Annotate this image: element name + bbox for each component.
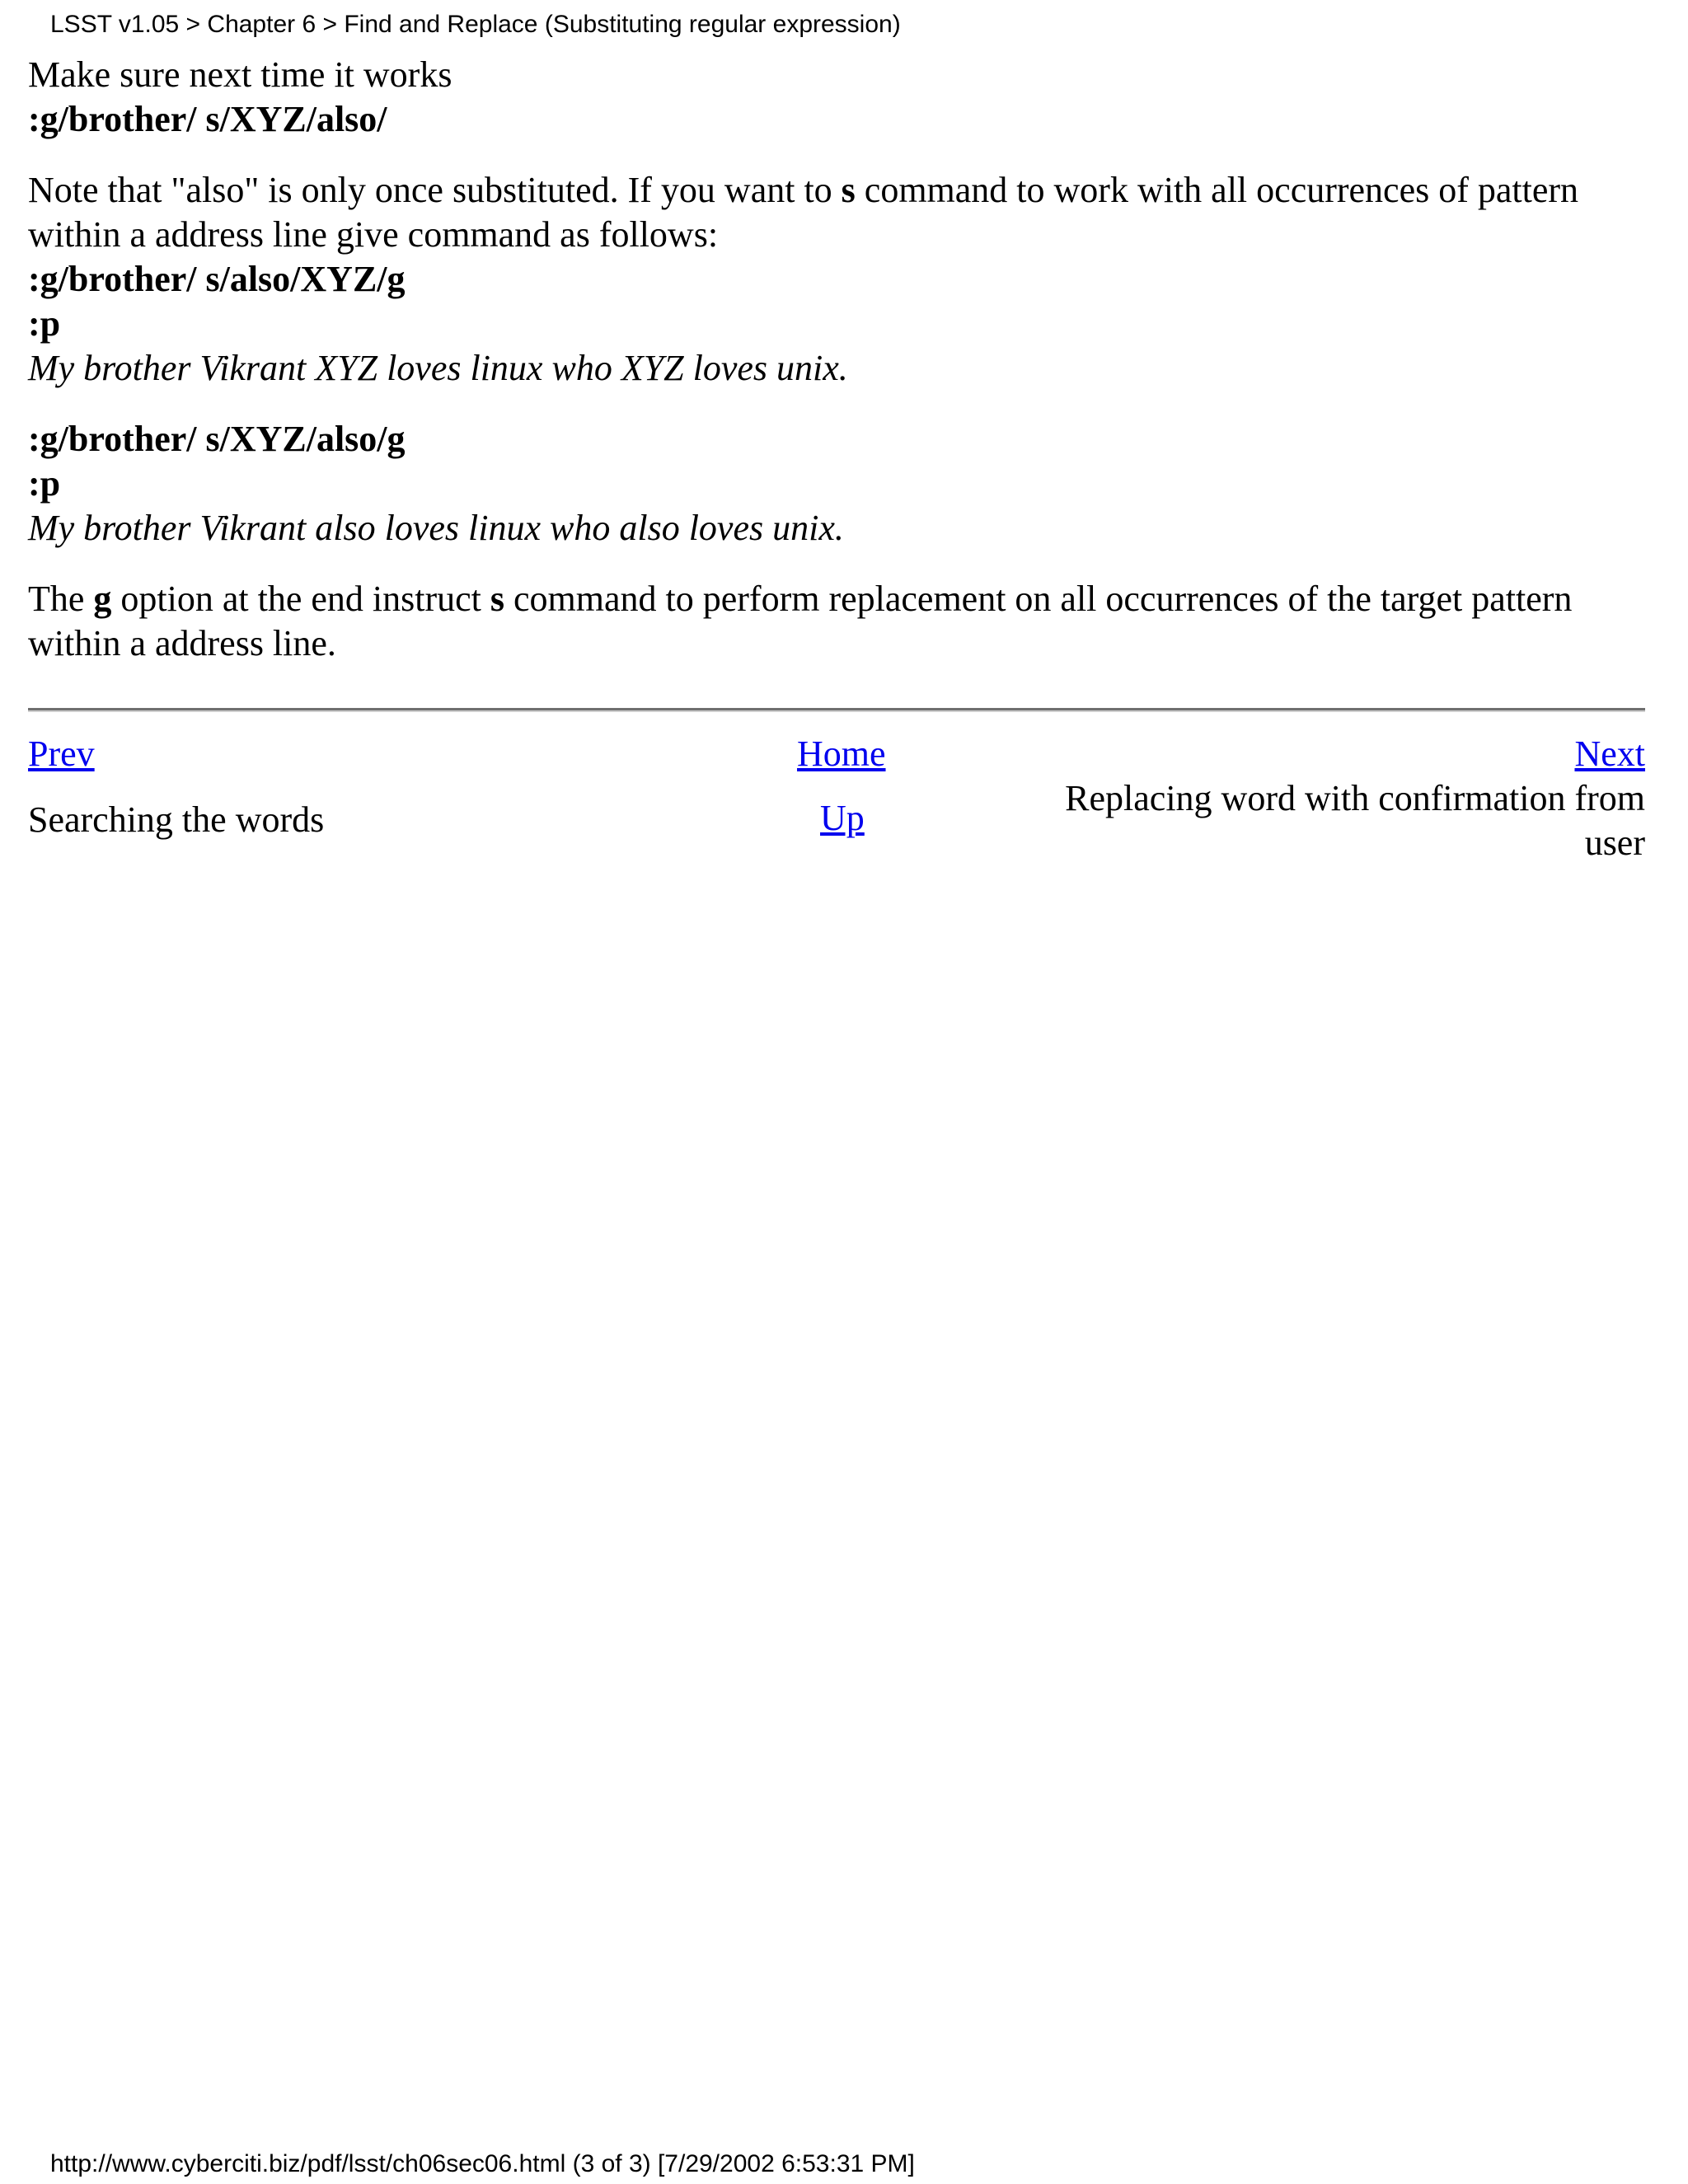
page-header-breadcrumb: LSST v1.05 > Chapter 6 > Find and Replace (Substituting regular expression) xyxy=(50,11,901,38)
bold-term: s xyxy=(841,170,856,210)
text-span: command to perform replacement on all occurrences of the target pattern within a address line. xyxy=(28,579,1573,663)
bold-term: s xyxy=(490,579,504,619)
command-output: My brother Vikrant also loves linux who also loves unix. xyxy=(28,508,844,548)
paragraph-example xyxy=(28,417,1647,551)
command-line: :p xyxy=(28,303,61,344)
command-output: My brother Vikrant XYZ loves linux who XYZ loves unix. xyxy=(28,348,848,388)
command-line: :g/brother/ s/XYZ/also/g xyxy=(28,419,406,459)
page-footer-url: http://www.cyberciti.biz/pdf/lsst/ch06sec06.html (3 of 3) [7/29/2002 6:53:31 PM] xyxy=(50,2150,915,2177)
horizontal-divider xyxy=(28,708,1645,712)
prev-page-title: Searching the words xyxy=(28,799,325,840)
command-line: :p xyxy=(28,463,61,504)
home-link[interactable]: Home xyxy=(797,733,886,774)
text-span: command to work with all occurrences of pattern within a address line give command as follows: xyxy=(28,170,1579,255)
command-line: :g/brother/ s/XYZ/also/ xyxy=(28,99,387,139)
text-span: The xyxy=(28,579,94,619)
main-content xyxy=(28,53,1647,666)
text-span: option at the end instruct xyxy=(111,579,490,619)
command-line: :g/brother/ s/also/XYZ/g xyxy=(28,259,406,299)
paragraph-text: Make sure next time it works xyxy=(28,54,452,95)
up-link[interactable]: Up xyxy=(820,798,865,838)
paragraph-text xyxy=(28,168,1647,257)
bold-term: g xyxy=(93,579,112,619)
paragraph-g-option xyxy=(28,577,1647,666)
paragraph-make-sure xyxy=(28,53,1647,142)
paragraph-note xyxy=(28,168,1647,391)
prev-link[interactable]: Prev xyxy=(28,733,95,774)
next-link[interactable]: Next xyxy=(1574,733,1645,774)
text-span: Note that "also" is only once substituted. If you want to xyxy=(28,170,842,210)
next-page-title: Replacing word with confirmation from user xyxy=(1065,778,1645,863)
paragraph-text xyxy=(28,577,1647,666)
